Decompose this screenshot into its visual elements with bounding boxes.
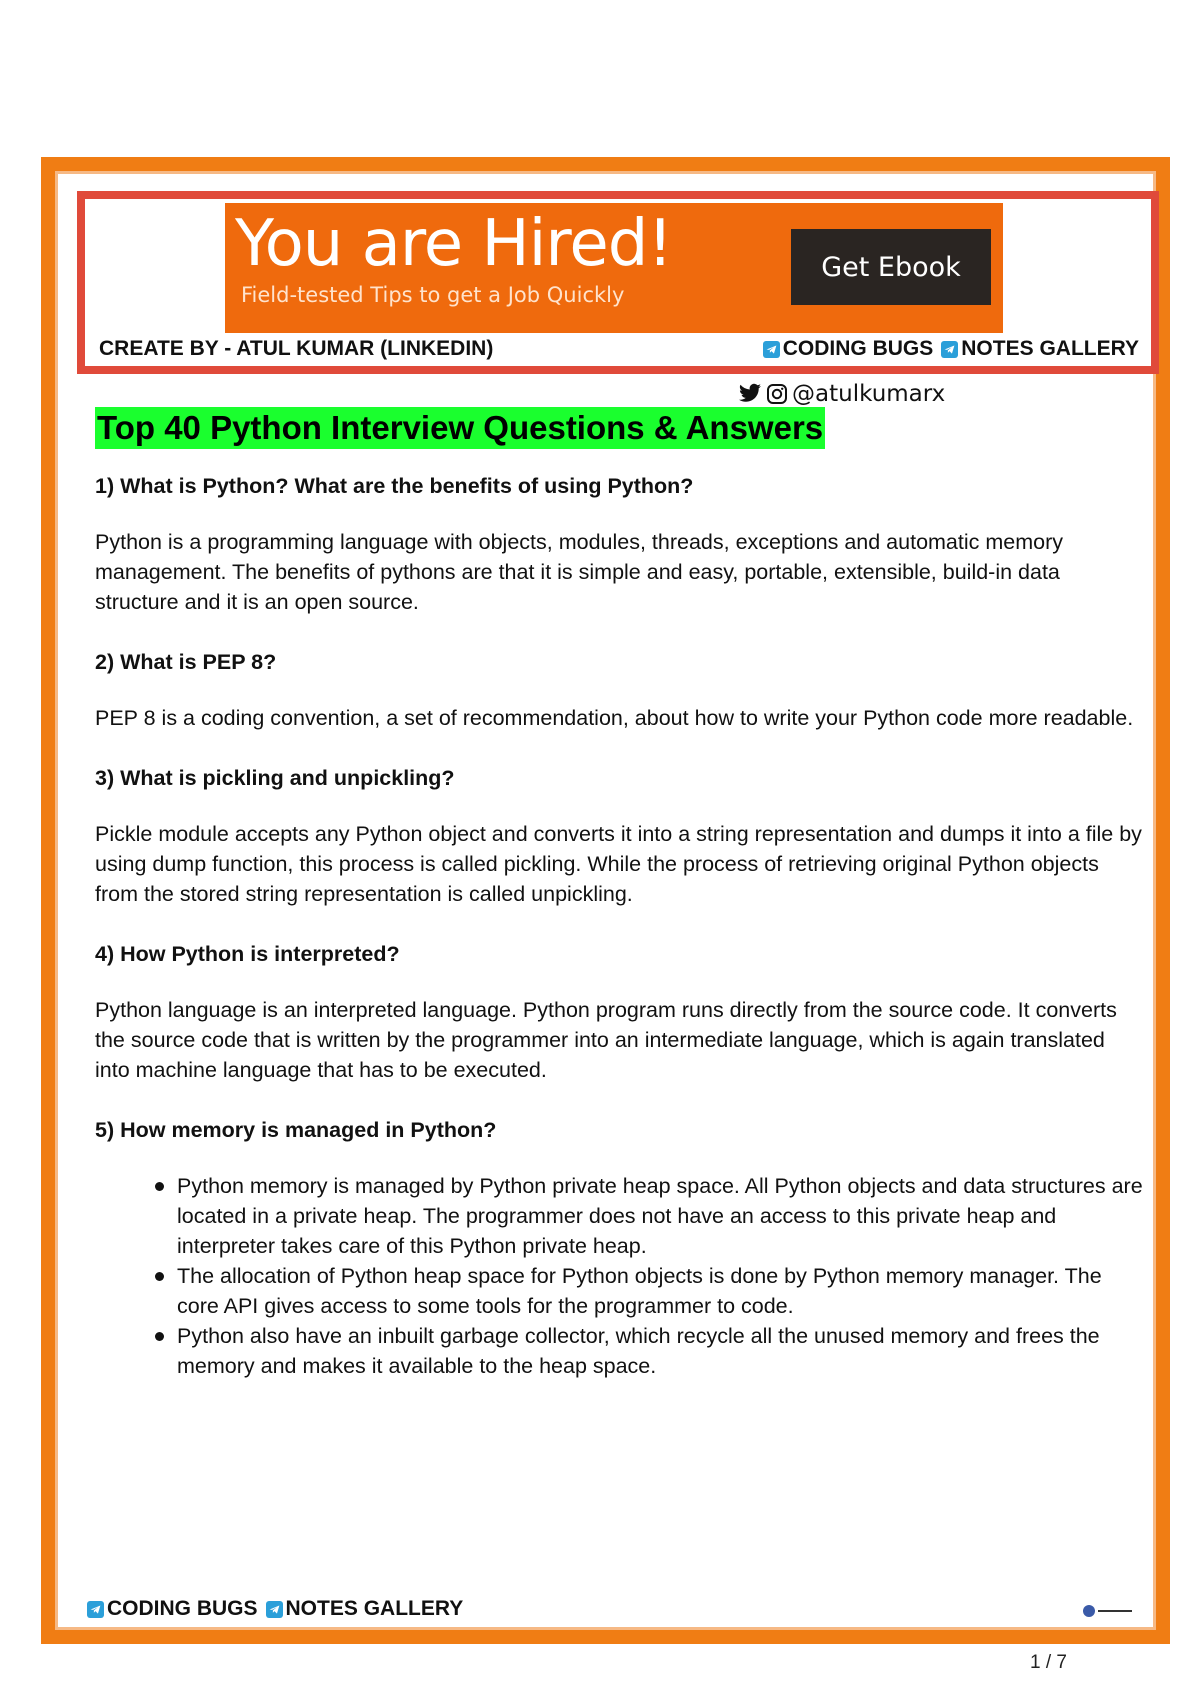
get-ebook-button[interactable]: Get Ebook — [791, 229, 991, 305]
page-title: Top 40 Python Interview Questions & Answers — [95, 407, 825, 449]
question-heading: 3) What is pickling and unpickling? — [95, 766, 455, 790]
telegram-icon — [763, 341, 780, 358]
telegram-icon — [941, 341, 958, 358]
notes-gallery-link[interactable]: NOTES GALLERY — [961, 337, 1139, 360]
list-item: The allocation of Python heap space for Python objects is done by Python memory manager. The core API gives access to some tools for the programmer to code. — [177, 1261, 1145, 1321]
logo-mark-icon — [1083, 1605, 1095, 1617]
question-block — [95, 1115, 1145, 1381]
question-heading: 1) What is Python? What are the benefits of using Python? — [95, 474, 694, 498]
coding-bugs-link[interactable]: CODING BUGS — [107, 1597, 258, 1620]
question-heading: 2) What is PEP 8? — [95, 650, 277, 674]
footer-logo — [1083, 1605, 1134, 1617]
creator-credit[interactable]: CREATE BY - ATUL KUMAR (LINKEDIN) — [99, 337, 494, 360]
question-heading: 5) How memory is managed in Python? — [95, 1118, 497, 1142]
header-box — [77, 191, 1159, 374]
question-block — [95, 647, 1145, 733]
banner-subtitle: Field-tested Tips to get a Job Quickly — [241, 283, 625, 307]
question-block — [95, 763, 1145, 909]
footer-channels — [87, 1597, 463, 1621]
list-item: Python also have an inbuilt garbage collector, which recycle all the unused memory and frees the memory and makes it available to the heap space. — [177, 1321, 1145, 1381]
notes-gallery-link[interactable]: NOTES GALLERY — [285, 1597, 464, 1620]
twitter-handle: @atulkumarx — [792, 381, 946, 407]
list-item: Python memory is managed by Python private heap space. All Python objects and data structures are located in a private heap. The programmer does not have an access to this private heap and interpreter takes care of this Python private heap. — [177, 1171, 1145, 1261]
question-block — [95, 939, 1145, 1085]
telegram-icon — [87, 1601, 104, 1618]
social-handle[interactable] — [738, 381, 945, 407]
banner-title: You are Hired! — [235, 207, 672, 281]
instagram-icon — [766, 383, 788, 405]
page-number: 1 / 7 — [1030, 1652, 1067, 1673]
question-heading: 4) How Python is interpreted? — [95, 942, 400, 966]
coding-bugs-link[interactable]: CODING BUGS — [782, 337, 934, 360]
document-body — [95, 407, 1145, 1381]
logo-wordmark — [1098, 1607, 1134, 1615]
answer-text: Python language is an interpreted language. Python program runs directly from the source code. It converts the source code that is written by the programmer into an intermediate language, which is again translated into machine language that has to be executed. — [95, 998, 1117, 1082]
telegram-icon — [266, 1601, 283, 1618]
question-block — [95, 471, 1145, 617]
twitter-icon — [738, 383, 762, 405]
answer-text: PEP 8 is a coding convention, a set of recommendation, about how to write your Python code more readable. — [95, 706, 1134, 730]
answer-text: Python is a programming language with objects, modules, threads, exceptions and automatic memory management. The benefits of pythons are that it is simple and easy, portable, extensible, build-in data structure and it is an open source. — [95, 530, 1064, 614]
answer-bullet-list — [95, 1171, 1145, 1381]
page-frame — [41, 157, 1170, 1644]
header-channels — [759, 337, 1139, 361]
ebook-banner[interactable] — [225, 203, 1003, 333]
answer-text: Pickle module accepts any Python object and converts it into a string representation and dumps it into a file by using dump function, this process is called pickling. While the process of retrieving original Python objects from the stored string representation is called unpickling. — [95, 822, 1142, 906]
